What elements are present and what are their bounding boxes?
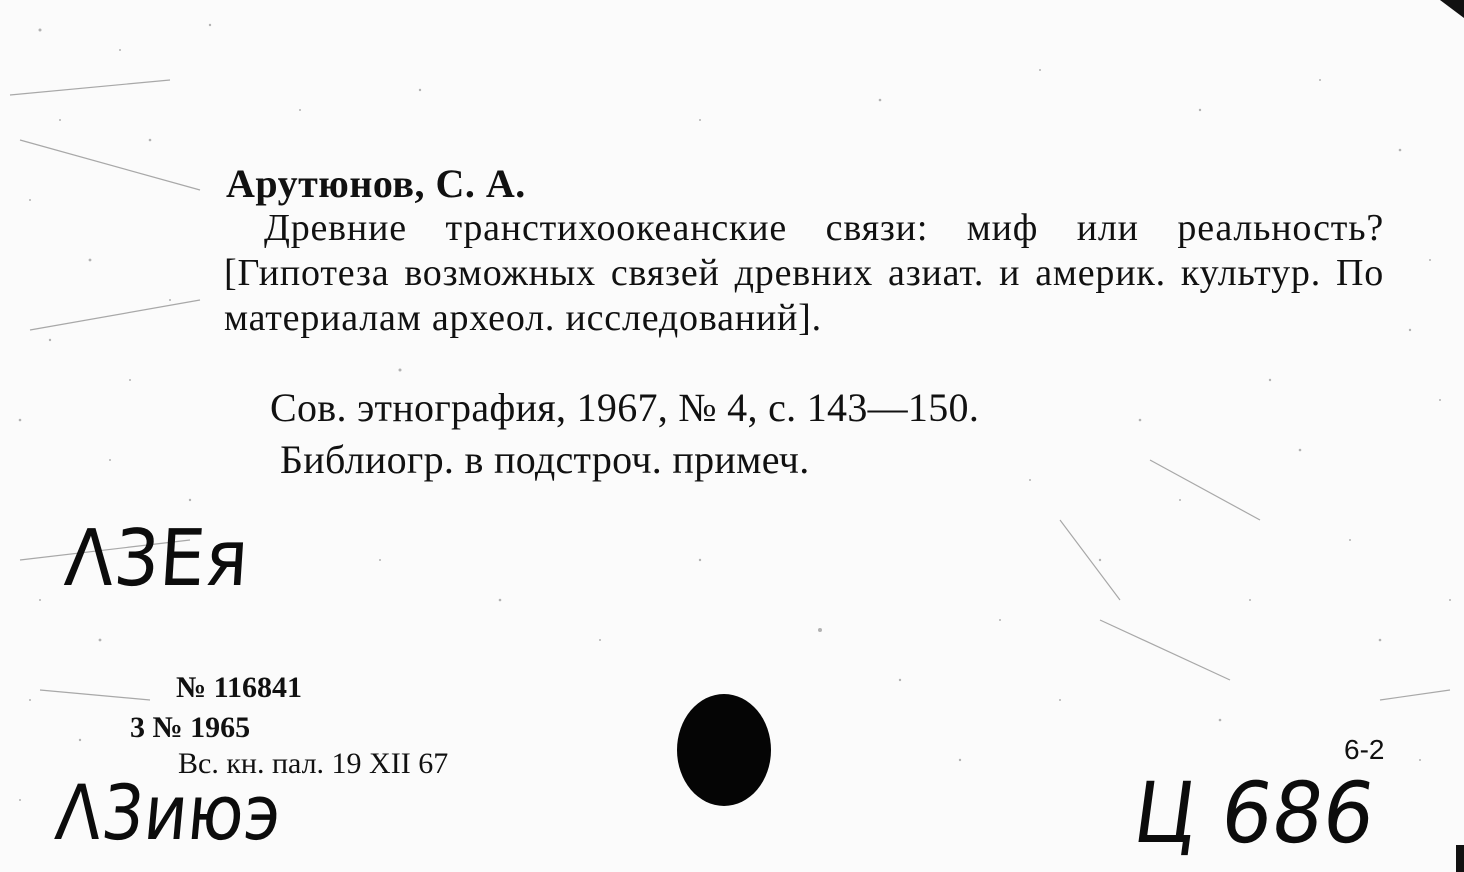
source-citation: Сов. этнография, 1967, № 4, с. 143—150. <box>270 385 980 430</box>
title-description: Древние транстихоокеанские связи: миф или реальность? [Гипотеза возможных связей древних азиат. и америк. культур. По материалам археол. исследований]. <box>224 207 1384 339</box>
card-code: 6-2 <box>1344 734 1385 765</box>
handwritten-classification-top: Λ3Eя <box>62 514 252 604</box>
registry-number: 3 № 1965 <box>130 711 251 744</box>
handwritten-classification-bottom: Λ3июэ <box>52 768 286 857</box>
punch-hole <box>677 694 771 806</box>
handwritten-shelf-mark: Ц 686 <box>1128 764 1381 862</box>
checked-stamp: Вс. кн. пал. 19 XII 67 <box>178 747 449 780</box>
author-heading: Арутюнов, С. А. <box>226 161 526 206</box>
inventory-number: № 116841 <box>176 671 302 704</box>
bibliography-note: Библиогр. в подстроч. примеч. <box>280 437 810 482</box>
